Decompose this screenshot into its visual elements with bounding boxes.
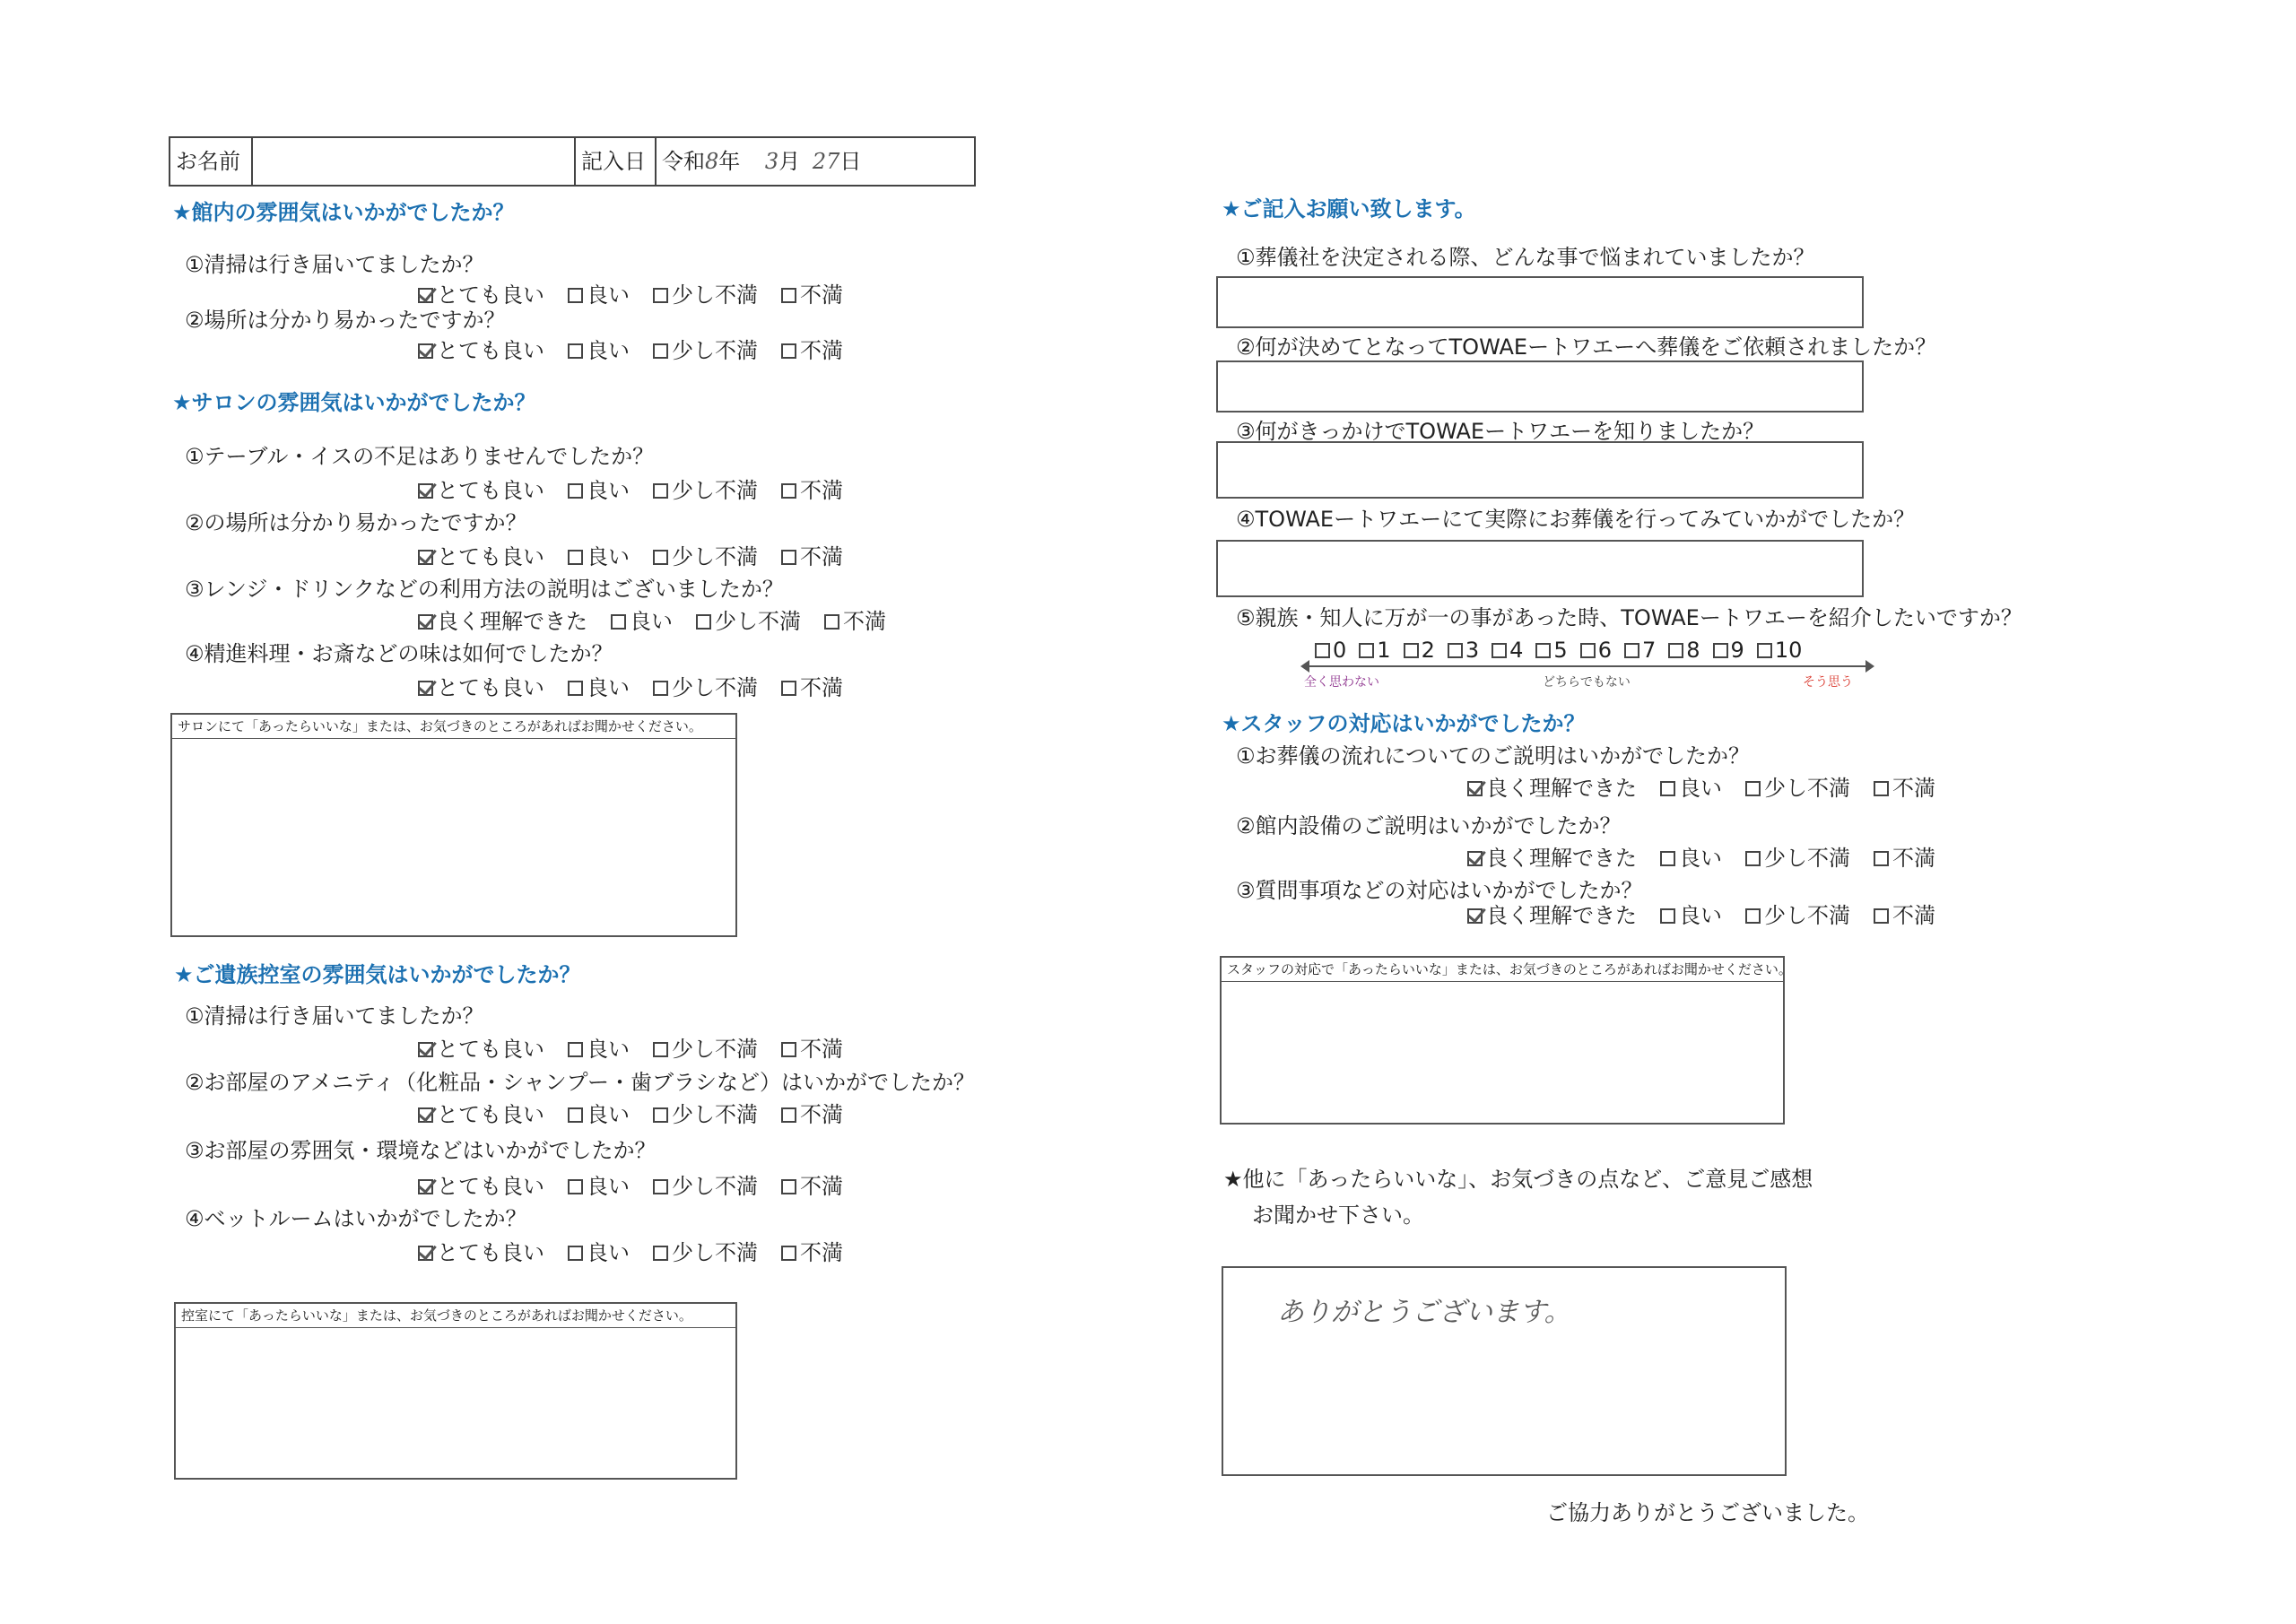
checkbox[interactable]	[418, 483, 433, 499]
answer-experience[interactable]	[1216, 540, 1864, 597]
checkbox[interactable]	[781, 343, 796, 359]
scale-label: 8	[1686, 638, 1700, 663]
name-label: お名前	[170, 138, 253, 185]
staff-comment-caption: スタッフの対応で「あったらいいな」または、お気づきのところがあればお聞かせください。	[1222, 958, 1783, 982]
checkbox[interactable]	[1448, 643, 1463, 658]
option-label: とても良い	[437, 675, 544, 700]
name-date-table	[169, 136, 976, 187]
rating-staff-questions	[1467, 902, 1935, 929]
rating-salon-tables	[418, 477, 843, 504]
scale-label: 5	[1553, 638, 1568, 663]
option-label: 良い	[1679, 776, 1722, 801]
checkbox[interactable]	[1492, 643, 1507, 658]
staff-comment-box[interactable]	[1220, 956, 1792, 1125]
rating-bedroom	[418, 1239, 843, 1266]
scale-label: 4	[1509, 638, 1524, 663]
checkbox[interactable]	[418, 343, 433, 359]
room-comment-caption: 控室にて「あったらいいな」または、お気づきのところがあればお聞かせください。	[176, 1304, 735, 1328]
option-label: 良い	[587, 478, 630, 503]
checkbox[interactable]	[1359, 643, 1374, 658]
checkbox[interactable]	[568, 1246, 583, 1261]
salon-comment-box[interactable]	[170, 713, 737, 937]
option-label: 良い	[587, 1037, 630, 1062]
checkbox[interactable]	[653, 343, 668, 359]
option-label: 良い	[587, 675, 630, 700]
checkbox[interactable]	[1467, 781, 1483, 796]
question-recommend: ⑤親族・知人に万が一の事があった時、TOWAEートワエーを紹介したいですか？	[1236, 605, 2022, 630]
checkbox[interactable]	[824, 614, 839, 630]
checkbox[interactable]	[1745, 851, 1761, 866]
checkbox[interactable]	[781, 1246, 796, 1261]
question-salon-location: ②の場所は分かり易かったですか？	[185, 510, 527, 535]
question-staff-questions: ③質問事項などの対応はいかがでしたか？	[1236, 878, 1643, 903]
option-label: 良い	[587, 282, 630, 308]
recommend-scale	[1315, 637, 1802, 664]
room-comment-box[interactable]	[174, 1302, 737, 1480]
option-label: 少し不満	[672, 1240, 758, 1265]
checkbox[interactable]	[568, 550, 583, 565]
question-building-location: ②場所は分かり易かったですか？	[185, 308, 506, 333]
section-request-title: ★ご記入お願い致します。	[1222, 196, 1476, 221]
checkbox[interactable]	[1757, 643, 1772, 658]
option-label: 不満	[800, 1240, 843, 1265]
date-label: 記入日	[576, 138, 657, 185]
checkbox[interactable]	[568, 288, 583, 303]
question-room-atmosphere: ③お部屋の雰囲気・環境などはいかがでしたか？	[185, 1138, 657, 1163]
option-label: 良い	[587, 1174, 630, 1199]
question-bedroom: ④ベットルームはいかがでしたか？	[185, 1206, 527, 1231]
question-salon-food: ④精進料理・お斎などの味は如何でしたか？	[185, 641, 613, 666]
option-label: とても良い	[437, 1240, 544, 1265]
checkbox[interactable]	[1874, 908, 1889, 924]
handwritten-comment: ありがとうございます。	[1277, 1297, 1571, 1328]
checkbox[interactable]	[568, 1042, 583, 1057]
rating-salon-food	[418, 674, 843, 701]
checkbox[interactable]	[1660, 781, 1675, 796]
checkbox[interactable]	[611, 614, 626, 630]
scale-label: 7	[1641, 638, 1657, 663]
month-value: 3	[764, 149, 779, 174]
option-label: 少し不満	[1764, 903, 1850, 928]
checkbox[interactable]	[1467, 908, 1483, 924]
checkbox[interactable]	[781, 1179, 796, 1194]
option-label: とても良い	[437, 1174, 544, 1199]
checkbox[interactable]	[1745, 781, 1761, 796]
scale-label: 2	[1421, 638, 1435, 663]
question-experience: ④TOWAEートワエーにて実際にお葬儀を行ってみていかがでしたか？	[1236, 507, 1916, 532]
checkbox[interactable]	[1624, 643, 1639, 658]
question-building-cleaning: ①清掃は行き届いてましたか？	[185, 252, 484, 277]
option-label: 少し不満	[672, 478, 758, 503]
checkbox[interactable]	[1874, 851, 1889, 866]
rating-salon-explanation	[418, 608, 886, 635]
checkbox[interactable]	[653, 288, 668, 303]
checkbox[interactable]	[1668, 643, 1683, 658]
day-unit: 日	[839, 149, 862, 174]
checkbox[interactable]	[418, 1042, 433, 1057]
question-room-amenity: ②お部屋のアメニティ（化粧品・シャンプー・歯ブラシなど）はいかがでしたか？	[185, 1070, 975, 1095]
checkbox[interactable]	[696, 614, 711, 630]
other-comments-line1: ★他に「あったらいいな」、お気づきの点など、ご意見ご感想	[1223, 1167, 1813, 1192]
scale-mid-label: どちらでもない	[1543, 675, 1631, 690]
option-label: とても良い	[437, 1037, 544, 1062]
checkbox[interactable]	[1404, 643, 1419, 658]
checkbox[interactable]	[418, 681, 433, 696]
checkbox[interactable]	[781, 1107, 796, 1123]
scale-low-label: 全く思わない	[1304, 675, 1379, 690]
option-label: 不満	[800, 544, 843, 569]
rating-salon-location	[418, 543, 843, 570]
scale-label: 1	[1377, 638, 1391, 663]
scale-label: 10	[1774, 638, 1803, 663]
option-label: 不満	[800, 1102, 843, 1127]
option-label: 少し不満	[1764, 776, 1850, 801]
rating-building-cleaning	[418, 282, 843, 308]
option-label: 少し不満	[672, 1174, 758, 1199]
option-label: 不満	[800, 1037, 843, 1062]
option-label: 不満	[800, 282, 843, 308]
checkbox[interactable]	[1660, 851, 1675, 866]
option-label: 良い	[630, 609, 673, 634]
section-waiting-room-title: ★ご遺族控室の雰囲気はいかがでしたか？	[174, 962, 581, 987]
checkbox[interactable]	[1467, 851, 1483, 866]
option-label: とても良い	[437, 478, 544, 503]
option-label: とても良い	[437, 282, 544, 308]
section-staff-title: ★スタッフの対応はいかがでしたか？	[1222, 711, 1586, 736]
checkbox[interactable]	[418, 614, 433, 630]
option-label: 良い	[1679, 846, 1722, 871]
option-label: 良く理解できた	[1486, 776, 1637, 801]
checkbox[interactable]	[1315, 643, 1330, 658]
option-label: 少し不満	[1764, 846, 1850, 871]
option-label: 良く理解できた	[1486, 846, 1637, 871]
option-label: 少し不満	[672, 1102, 758, 1127]
rating-room-cleaning	[418, 1036, 843, 1063]
scale-arrow	[1302, 665, 1873, 667]
checkbox[interactable]	[781, 681, 796, 696]
footer-thanks: ご協力ありがとうございました。	[1546, 1500, 1869, 1525]
checkbox[interactable]	[653, 1107, 668, 1123]
rating-building-location	[418, 337, 843, 364]
option-label: 少し不満	[715, 609, 801, 634]
section-building-title: ★館内の雰囲気はいかがでしたか？	[172, 200, 515, 225]
checkbox[interactable]	[568, 681, 583, 696]
checkbox[interactable]	[781, 288, 796, 303]
answer-deciding-factor[interactable]	[1216, 360, 1864, 413]
option-label: 少し不満	[672, 1037, 758, 1062]
rating-room-atmosphere	[418, 1173, 843, 1200]
other-comments-box[interactable]	[1222, 1266, 1787, 1476]
day-value: 27	[812, 149, 840, 174]
option-label: 不満	[1892, 846, 1935, 871]
option-label: 少し不満	[672, 282, 758, 308]
checkbox[interactable]	[568, 343, 583, 359]
option-label: 良く理解できた	[1486, 903, 1637, 928]
checkbox[interactable]	[568, 1179, 583, 1194]
checkbox[interactable]	[568, 483, 583, 499]
salon-comment-caption: サロンにて「あったらいいな」または、お気づきのところがあればお聞かせください。	[172, 715, 735, 739]
question-salon-tables: ①テーブル・イスの不足はありませんでしたか？	[185, 444, 655, 469]
scale-high-label: そう思う	[1803, 675, 1853, 690]
option-label: 良く理解できた	[437, 609, 587, 634]
checkbox[interactable]	[653, 550, 668, 565]
question-deciding-factor: ②何が決めてとなってTOWAEートワエーへ葬儀をご依頼されましたか？	[1236, 334, 1937, 360]
checkbox[interactable]	[653, 483, 668, 499]
option-label: とても良い	[437, 544, 544, 569]
option-label: 少し不満	[672, 675, 758, 700]
option-label: 不満	[800, 338, 843, 363]
checkbox[interactable]	[1535, 643, 1551, 658]
checkbox[interactable]	[781, 483, 796, 499]
option-label: 少し不満	[672, 338, 758, 363]
year-value: 8	[705, 149, 719, 174]
checkbox[interactable]	[653, 1246, 668, 1261]
checkbox[interactable]	[653, 1042, 668, 1057]
option-label: 良い	[1679, 903, 1722, 928]
checkbox[interactable]	[418, 1179, 433, 1194]
option-label: 不満	[1892, 903, 1935, 928]
checkbox[interactable]	[418, 1107, 433, 1123]
checkbox[interactable]	[418, 1246, 433, 1261]
question-salon-explanation: ③レンジ・ドリンクなどの利用方法の説明はございましたか？	[185, 577, 784, 602]
checkbox[interactable]	[1713, 643, 1728, 658]
section-salon-title: ★サロンの雰囲気はいかがでしたか？	[172, 390, 536, 415]
checkbox[interactable]	[1660, 908, 1675, 924]
option-label: 良い	[587, 544, 630, 569]
checkbox[interactable]	[1745, 908, 1761, 924]
date-field[interactable]	[657, 138, 974, 185]
scale-label: 0	[1333, 638, 1347, 663]
checkbox[interactable]	[1580, 643, 1596, 658]
rating-room-amenity	[418, 1101, 843, 1128]
checkbox[interactable]	[1874, 781, 1889, 796]
question-how-found: ③何がきっかけでTOWAEートワエーを知りましたか？	[1236, 419, 1765, 444]
rating-staff-flow	[1467, 775, 1935, 802]
year-unit: 年	[718, 149, 741, 174]
checkbox[interactable]	[568, 1107, 583, 1123]
era-label: 令和	[662, 149, 705, 174]
question-room-cleaning: ①清掃は行き届いてましたか？	[185, 1003, 484, 1029]
option-label: 不満	[800, 675, 843, 700]
scale-label: 3	[1465, 638, 1480, 663]
other-comments-line2: お聞かせ下さい。	[1252, 1203, 1424, 1228]
rating-staff-facility	[1467, 845, 1935, 872]
option-label: 良い	[587, 1240, 630, 1265]
scale-label: 9	[1730, 638, 1744, 663]
option-label: とても良い	[437, 1102, 544, 1127]
answer-how-found[interactable]	[1216, 441, 1864, 499]
answer-decision-worries[interactable]	[1216, 276, 1864, 328]
option-label: 不満	[800, 478, 843, 503]
option-label: 少し不満	[672, 544, 758, 569]
option-label: 良い	[587, 1102, 630, 1127]
checkbox[interactable]	[653, 681, 668, 696]
checkbox[interactable]	[418, 550, 433, 565]
checkbox[interactable]	[653, 1179, 668, 1194]
option-label: 不満	[843, 609, 886, 634]
option-label: 不満	[1892, 776, 1935, 801]
checkbox[interactable]	[418, 288, 433, 303]
question-staff-facility: ②館内設備のご説明はいかがでしたか？	[1236, 813, 1622, 838]
name-field[interactable]	[253, 138, 576, 185]
option-label: 良い	[587, 338, 630, 363]
option-label: 不満	[800, 1174, 843, 1199]
question-decision-worries: ①葬儀社を決定される際、どんな事で悩まれていましたか？	[1236, 245, 1815, 270]
checkbox[interactable]	[781, 1042, 796, 1057]
checkbox[interactable]	[781, 550, 796, 565]
month-unit: 月	[778, 149, 801, 174]
question-staff-flow: ①お葬儀の流れについてのご説明はいかがでしたか？	[1236, 743, 1751, 769]
scale-label: 6	[1597, 638, 1612, 663]
option-label: とても良い	[437, 338, 544, 363]
